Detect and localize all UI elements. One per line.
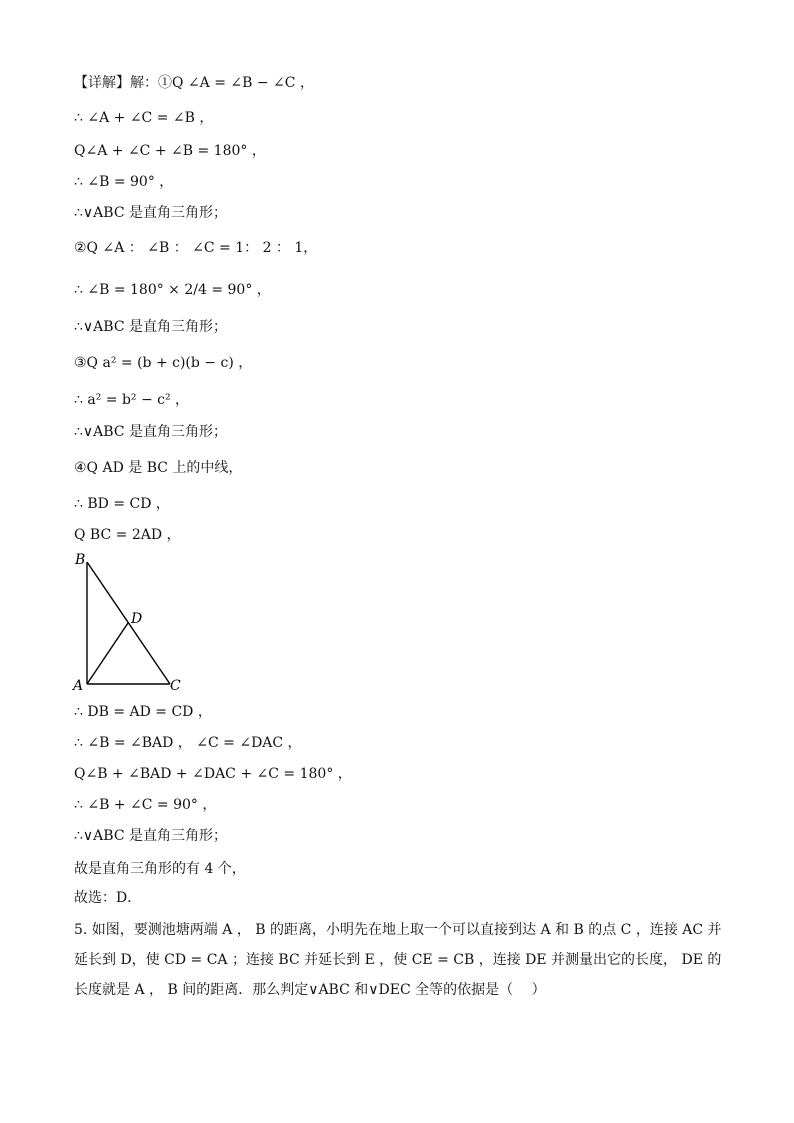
solution-line-16: ∴ ∠B = ∠BAD ， ∠C = ∠DAC ， [74, 735, 302, 751]
solution-line-21: 故选：D． [74, 890, 142, 906]
solution-line-2: ∴ ∠A + ∠C = ∠B ， [74, 110, 214, 126]
point-label-a: A [73, 678, 84, 694]
solution-line-19: ∴∨ABC 是直角三角形； [74, 828, 227, 844]
triangle-figure [70, 550, 190, 695]
solution-line-3: Q∠A + ∠C + ∠B = 180° ， [74, 143, 266, 159]
solution-line-17: Q∠B + ∠BAD + ∠DAC + ∠C = 180° ， [74, 766, 352, 782]
solution-line-1: 【详解】解：①Q ∠A = ∠B − ∠C ， [74, 75, 314, 91]
point-label-b: B [75, 552, 86, 568]
solution-line-20: 故是直角三角形的有 4 个， [74, 861, 246, 877]
solution-line-11: ∴∨ABC 是直角三角形； [74, 424, 227, 440]
solution-line-7: ∴ ∠B = 180° × 2/4 = 90° ， [74, 282, 271, 298]
point-label-d: D [131, 611, 143, 627]
solution-line-8: ∴∨ABC 是直角三角形； [74, 319, 227, 335]
solution-line-12: ④Q AD 是 BC 上的中线， [74, 460, 243, 476]
triangle-diagram [70, 550, 190, 695]
solution-line-15: ∴ DB = AD = CD ， [74, 704, 212, 720]
solution-line-18: ∴ ∠B + ∠C = 90° ， [74, 797, 217, 813]
solution-line-6: ②Q ∠A ： ∠B ： ∠C = 1： 2 ： 1， [74, 240, 318, 256]
solution-line-9: ③Q a² = (b + c)(b − c) ， [74, 355, 253, 371]
solution-line-10: ∴ a² = b² − c² ， [74, 392, 190, 408]
solution-line-5: ∴∨ABC 是直角三角形； [74, 205, 227, 221]
solution-line-4: ∴ ∠B = 90° ， [74, 174, 174, 190]
point-label-c: C [170, 678, 181, 694]
solution-line-14: Q BC = 2AD ， [74, 527, 181, 543]
segment-ad [87, 623, 128, 684]
question-5-text: 5. 如图，要测池塘两端 A ， B 的距离，小明先在地上取一个可以直接到达 A 和 B 的点 C ，连接 AC 并延长到 D，使 CD = CA ；连接 BC 并延长到 E ，使 CE = CB ，连接 DE 并测量出它的长度， DE 的长度就是 A ， B 间的距离．那么判定∨ABC 和∨DEC 全等的依据是（ ） [74, 922, 722, 998]
solution-line-13: ∴ BD = CD ， [74, 496, 170, 512]
